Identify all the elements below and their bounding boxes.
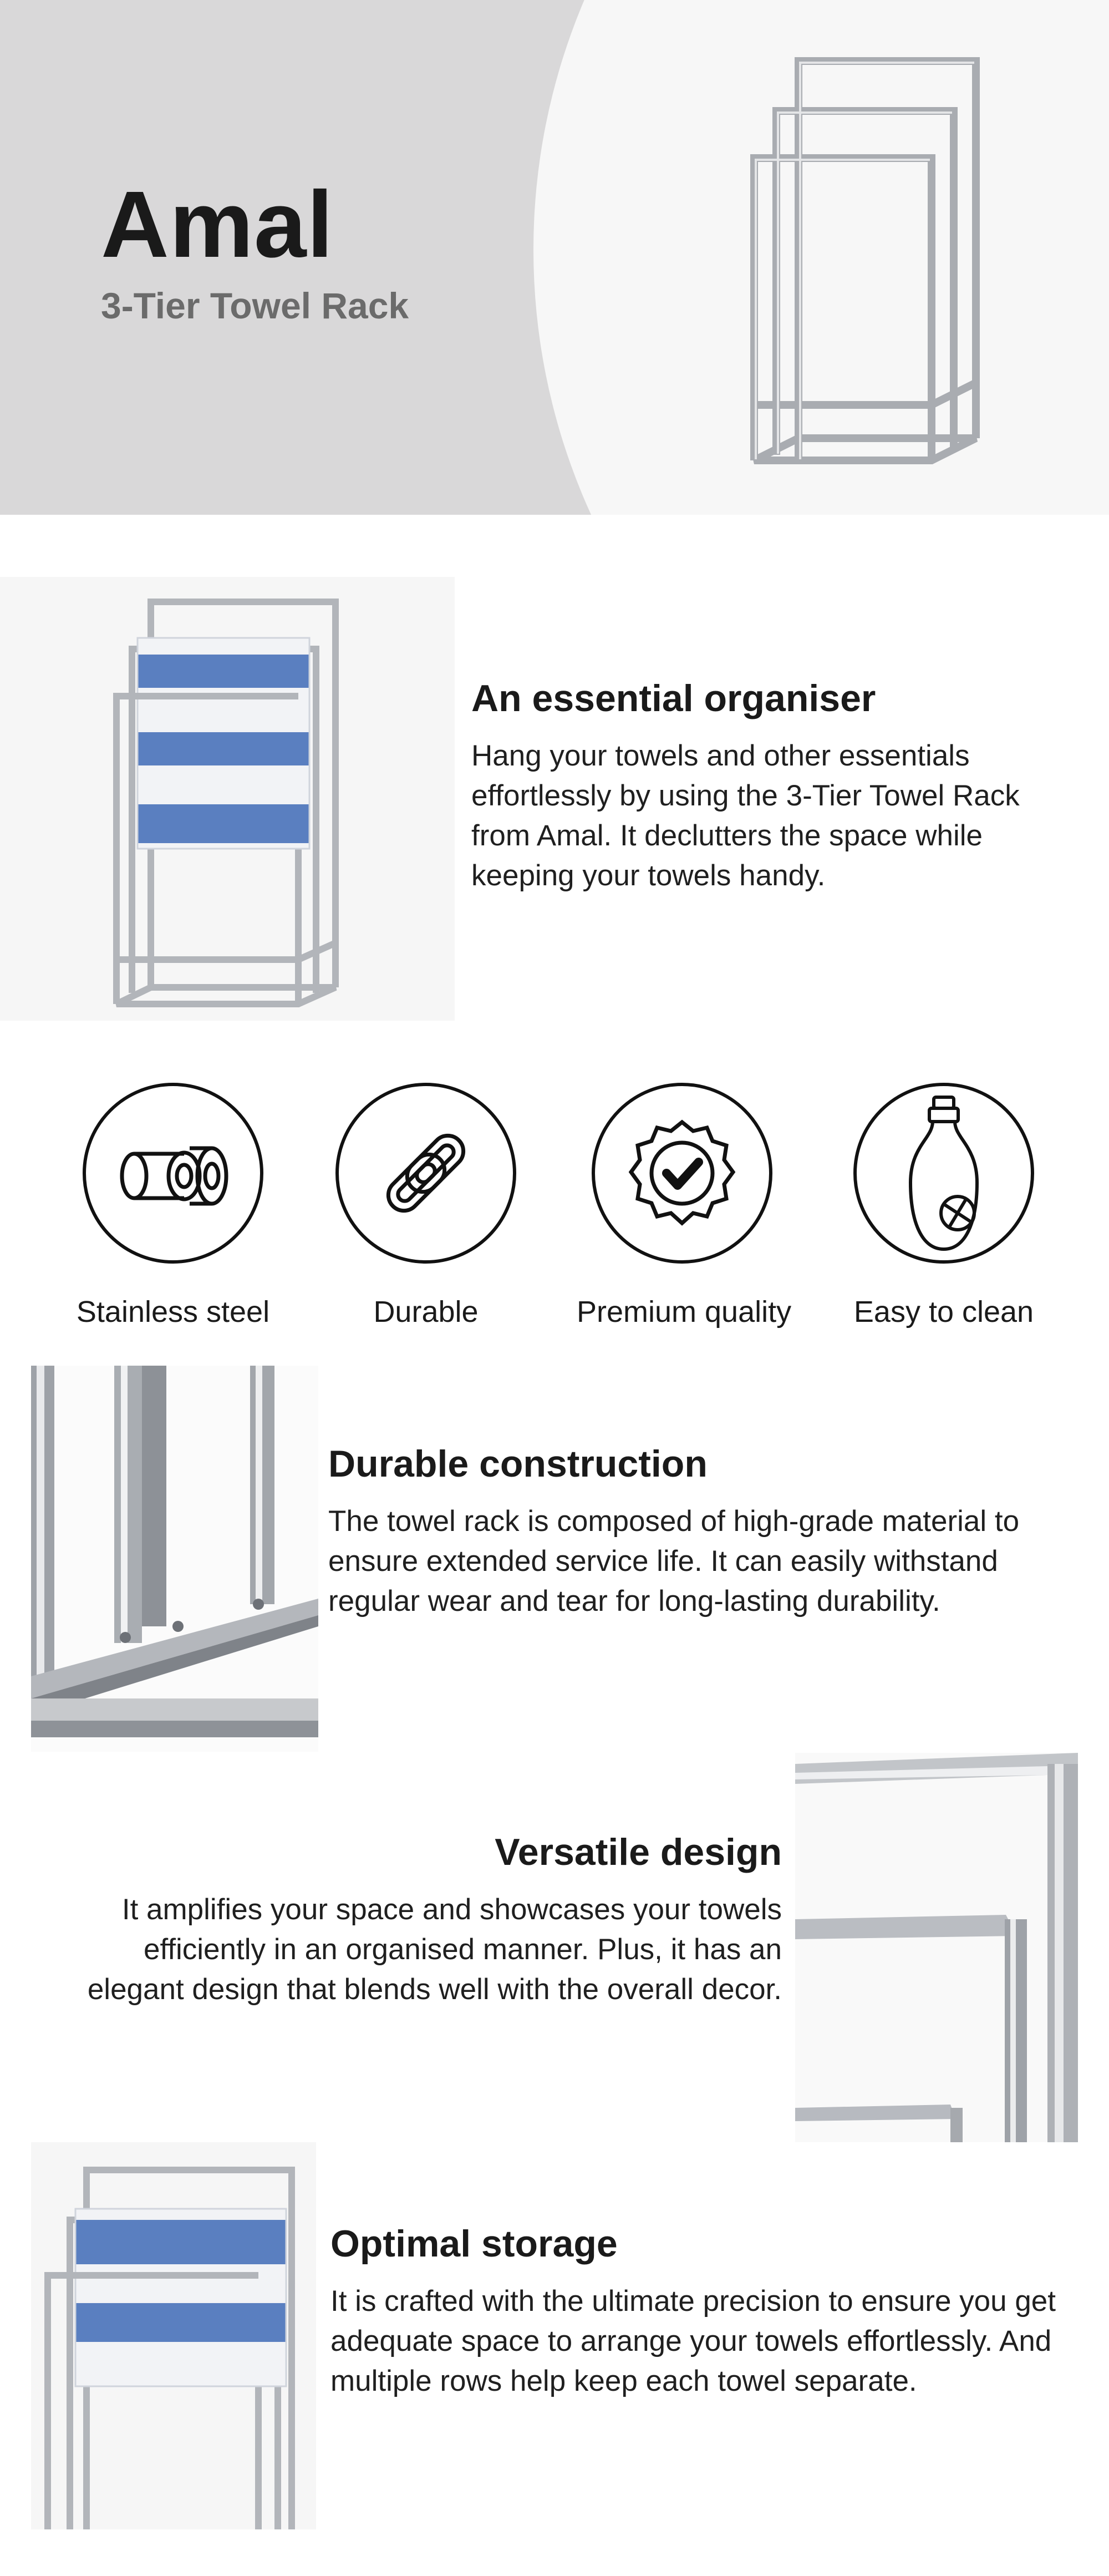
- section-body: It is crafted with the ultimate precision to ensure you get adequate space to arrange your towels effortlessly. And multiple rows help keep each towel separate.: [330, 2284, 1056, 2397]
- feature-stainless-steel: [68, 1083, 278, 1329]
- hero-banner: [0, 0, 1109, 515]
- section-body: The towel rack is composed of high-grade material to ensure extended service life. It can easily withstand regular wear and tear for long-lasting durability.: [328, 1504, 1020, 1617]
- feature-label: Premium quality: [577, 1295, 792, 1328]
- towel-rack-image: [743, 50, 987, 471]
- section-title: Versatile design: [495, 1831, 782, 1873]
- towel-storage-photo: [31, 2142, 316, 2529]
- feature-label: Easy to clean: [853, 1295, 1034, 1328]
- corner-detail-photo: [795, 1753, 1078, 2142]
- product-subtitle: 3-Tier Towel Rack: [101, 285, 409, 326]
- feature-label: Stainless steel: [76, 1295, 270, 1328]
- towel-rack-with-towel-photo: [0, 577, 455, 1021]
- section-body: Hang your towels and other essentials effortlessly by using the 3-Tier Towel Rack from Amal. It declutters the space while keeping your towels handy.: [471, 739, 1020, 892]
- feature-label: Durable: [373, 1295, 479, 1328]
- steel-rolls-icon: [118, 1132, 228, 1215]
- cleaning-bottle-icon: [888, 1094, 999, 1260]
- section-title: Durable construction: [328, 1443, 708, 1485]
- feature-durable: [321, 1083, 531, 1329]
- section-title: An essential organiser: [471, 677, 876, 719]
- section-title: Optimal storage: [330, 2223, 618, 2265]
- chain-link-icon: [370, 1118, 481, 1229]
- feature-easy-to-clean: [838, 1083, 1049, 1329]
- construction-closeup-photo: [31, 1366, 318, 1752]
- section-durable-construction: [328, 1443, 1066, 1621]
- section-essential-organiser: [471, 678, 1081, 896]
- section-optimal-storage: [330, 2223, 1074, 2401]
- section-versatile-design: [55, 1832, 782, 2010]
- brand-title: Amal: [101, 172, 334, 277]
- section-body: It amplifies your space and showcases your towels efficiently in an organised manner. Plus, it has an elegant design that blends well with the overall decor.: [87, 1893, 782, 2006]
- quality-seal-icon: [621, 1112, 743, 1234]
- feature-premium-quality: [577, 1083, 792, 1329]
